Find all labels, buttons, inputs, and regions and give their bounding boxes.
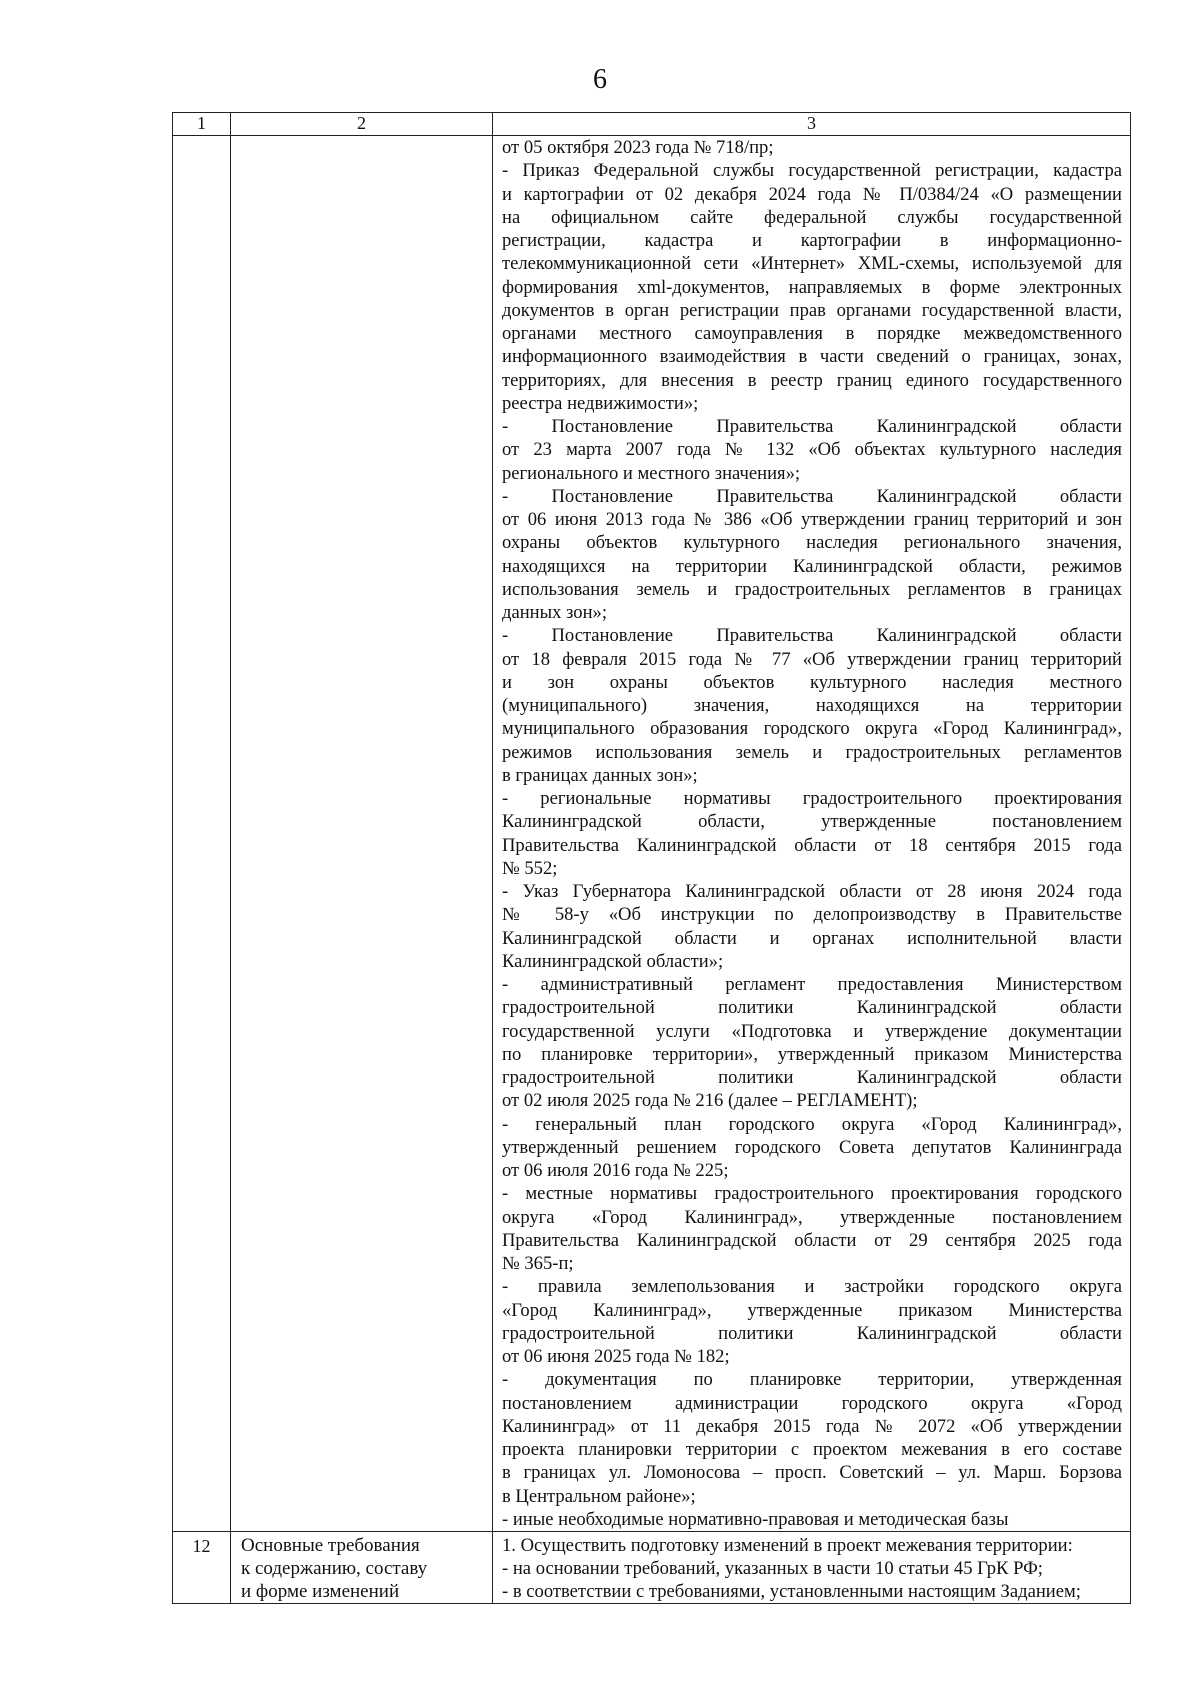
row-12-title-line: к содержанию, составу xyxy=(241,1558,428,1579)
text-line: в границах данных зон»; xyxy=(502,764,698,786)
text-line: регистрации, кадастра и картографии в информационно- xyxy=(502,230,1122,251)
row-12-title xyxy=(231,1532,493,1604)
text-line: «Город Калининград», утвержденные приказом Министерства xyxy=(502,1299,1122,1321)
text-line: и зон охраны объектов культурного наследия местного xyxy=(502,671,1122,693)
text-line: от 23 марта 2007 года № 132 «Об объектах культурного наследия xyxy=(502,439,1122,461)
text-line: от 05 октября 2023 года № 718/пр; xyxy=(502,137,774,158)
text-line: документов в орган регистрации прав органами государственной власти, xyxy=(502,299,1122,321)
header-col-1: 1 xyxy=(173,113,231,136)
text-line: формирования xml-документов, направляемых в форме электронных xyxy=(502,276,1122,298)
text-line: муниципального образования городского округа «Город Калининград», xyxy=(502,718,1122,740)
text-line: информационного взаимодействия в части сведений о границах, зонах, xyxy=(502,346,1122,368)
table-row-continued xyxy=(173,136,1131,1532)
text-line: органами местного самоуправления в порядке межведомственного xyxy=(502,323,1122,344)
requirements-table xyxy=(172,112,1131,1604)
text-line: градостроительной политики Калининградской области xyxy=(502,997,1122,1019)
text-line: по планировке территории», утвержденный приказом Министерства xyxy=(502,1043,1122,1065)
text-line: от 06 июня 2013 года № 386 «Об утверждении границ территорий и зон xyxy=(502,509,1122,530)
text-line: Калининградской области»; xyxy=(502,950,724,972)
text-line: от 18 февраля 2015 года № 77 «Об утверждении границ территорий xyxy=(502,648,1122,670)
text-line: - Указ Губернатора Калининградской области от 28 июня 2024 года xyxy=(502,881,1122,902)
text-line: - Постановление Правительства Калининградской области xyxy=(502,416,1122,437)
page-number: 6 xyxy=(593,64,607,95)
text-line: градостроительной политики Калининградской области xyxy=(502,1067,1122,1088)
text-line: Калининградской области и органах исполнительной власти xyxy=(502,927,1122,949)
text-line: - на основании требований, указанных в части 10 статьи 45 ГрК РФ; xyxy=(502,1558,1043,1579)
text-line: находящихся на территории Калининградской области, режимов xyxy=(502,555,1122,577)
table-header-row xyxy=(173,113,1131,136)
text-line: реестра недвижимости»; xyxy=(502,392,699,414)
text-line: округа «Город Калининград», утвержденные постановлением xyxy=(502,1206,1122,1228)
text-line: - административный регламент предоставления Министерством xyxy=(502,974,1122,995)
text-line: - Постановление Правительства Калининградской области xyxy=(502,485,1122,507)
text-line: режимов использования земель и градостроительных регламентов xyxy=(502,741,1122,763)
text-line: - в соответствии с требованиями, установленными настоящим Заданием; xyxy=(502,1581,1081,1602)
text-line: Калининград» от 11 декабря 2015 года № 2072 «Об утверждении xyxy=(502,1415,1122,1437)
text-line: государственной услуги «Подготовка и утверждение документации xyxy=(502,1020,1122,1042)
text-line: проекта планировки территории с проектом межевания в его составе xyxy=(502,1439,1122,1460)
text-line: утвержденный решением городского Совета депутатов Калининграда xyxy=(502,1136,1122,1158)
row-continued-title xyxy=(231,136,493,1532)
text-line: Калининградской области, утвержденные постановлением xyxy=(502,811,1122,833)
header-col-3: 3 xyxy=(493,113,1131,136)
text-line: Правительства Калининградской области от 18 сентября 2015 года xyxy=(502,834,1122,856)
text-line: Правительства Калининградской области от 29 сентября 2025 года xyxy=(502,1229,1122,1251)
row-12-title-line: и форме изменений xyxy=(241,1581,400,1602)
text-line: - иные необходимые нормативно-правовая и методическая базы xyxy=(502,1508,1009,1530)
text-line: постановлением администрации городского округа «Город xyxy=(502,1392,1122,1414)
table-row-12 xyxy=(173,1532,1131,1604)
row-12-number: 12 xyxy=(173,1532,231,1604)
text-line: в границах ул. Ломоносова – просп. Советский – ул. Марш. Борзова xyxy=(502,1462,1122,1484)
text-line: регионального и местного значения»; xyxy=(502,462,801,484)
text-line: на официальном сайте федеральной службы государственной xyxy=(502,206,1122,228)
text-line: данных зон»; xyxy=(502,602,607,623)
row-12-content xyxy=(493,1532,1131,1604)
text-line: от 06 июля 2016 года № 225; xyxy=(502,1160,729,1181)
text-line: - документация по планировке территории, утвержденная xyxy=(502,1369,1122,1391)
text-line: 1. Осуществить подготовку изменений в проект межевания территории: xyxy=(502,1535,1073,1556)
text-line: использования земель и градостроительных регламентов в границах xyxy=(502,578,1122,600)
text-line: (муниципального) значения, находящихся на территории xyxy=(502,695,1122,716)
text-line: - Постановление Правительства Калининградской области xyxy=(502,625,1122,647)
text-line: - генеральный план городского округа «Город Калининград», xyxy=(502,1113,1122,1135)
text-line: № 365-п; xyxy=(502,1253,574,1274)
text-line: № 552; xyxy=(502,857,558,879)
text-line: телекоммуникационной сети «Интернет» XML-схемы, используемой для xyxy=(502,253,1122,275)
row-continued-number xyxy=(173,136,231,1532)
text-line: и картографии от 02 декабря 2024 года № П/0384/24 «О размещении xyxy=(502,183,1122,205)
text-line: охраны объектов культурного наследия регионального значения, xyxy=(502,532,1122,554)
header-col-2: 2 xyxy=(231,113,493,136)
text-line: - правила землепользования и застройки городского округа xyxy=(502,1276,1122,1298)
text-line: от 06 июня 2025 года № 182; xyxy=(502,1346,730,1367)
row-12-title-line: Основные требования xyxy=(241,1535,420,1556)
text-line: - Приказ Федеральной службы государственной регистрации, кадастра xyxy=(502,160,1122,182)
text-line: - региональные нормативы градостроительного проектирования xyxy=(502,788,1122,809)
text-line: территориях, для внесения в реестр границ единого государственного xyxy=(502,369,1122,391)
row-continued-content xyxy=(493,136,1131,1532)
text-line: градостроительной политики Калининградской области xyxy=(502,1322,1122,1344)
text-line: - местные нормативы градостроительного проектирования городского xyxy=(502,1183,1122,1205)
text-line: в Центральном районе»; xyxy=(502,1485,696,1507)
text-line: № 58-у «Об инструкции по делопроизводству в Правительстве xyxy=(502,904,1122,926)
text-line: от 02 июля 2025 года № 216 (далее – РЕГЛАМЕНТ); xyxy=(502,1090,918,1112)
